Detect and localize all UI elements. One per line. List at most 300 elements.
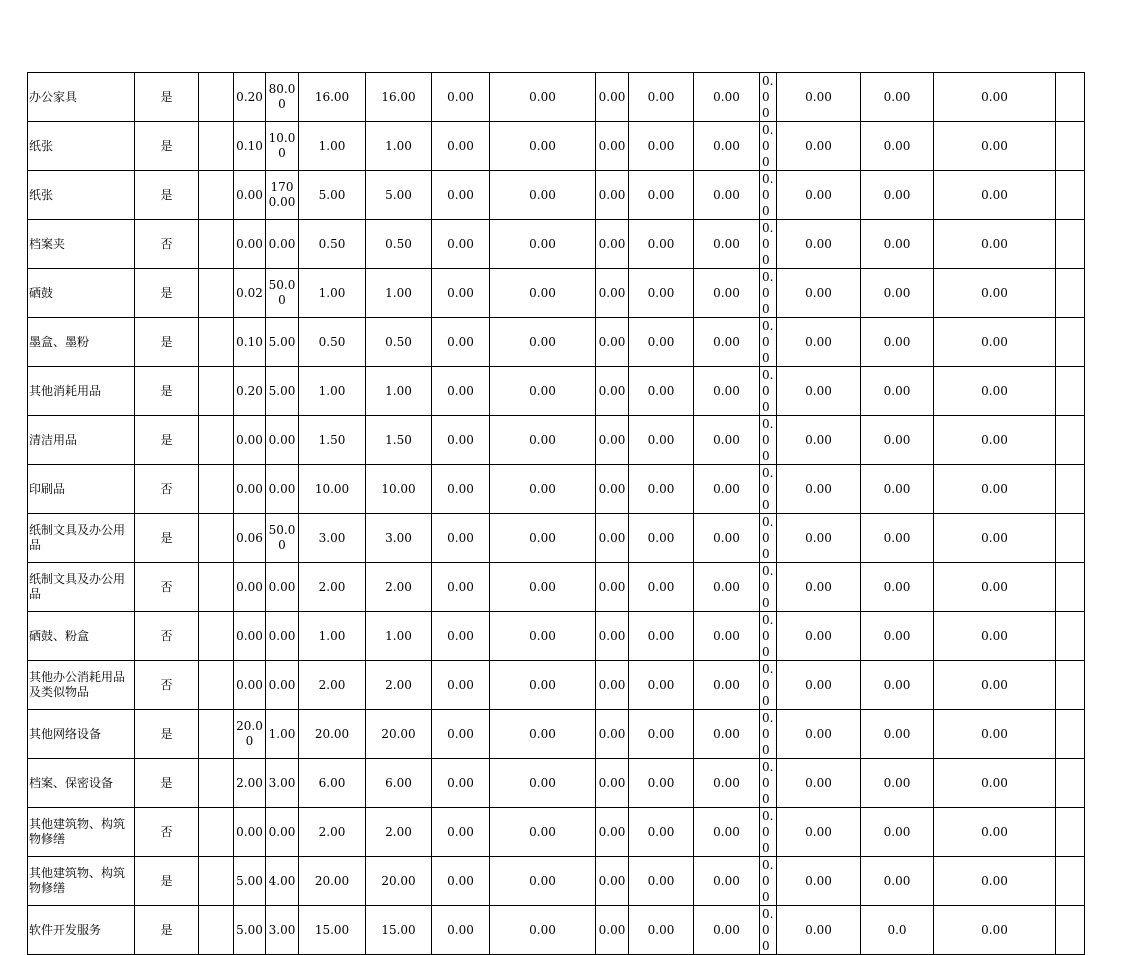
col10-cell: 0.00 (596, 661, 629, 710)
col15-cell: 0.00 (861, 220, 934, 269)
col8-cell: 0.00 (432, 808, 490, 857)
flag-cell: 否 (135, 808, 199, 857)
item-name-cell: 其他消耗用品 (28, 367, 135, 416)
table-row (28, 808, 1085, 857)
col14-cell: 0.00 (777, 563, 861, 612)
blank-cell (199, 857, 234, 906)
blank-end-cell (1056, 661, 1085, 710)
col12-cell: 0.00 (694, 416, 760, 465)
col6-cell: 15.00 (299, 906, 366, 955)
col8-cell: 0.00 (432, 759, 490, 808)
col14-cell: 0.00 (777, 465, 861, 514)
col16-cell: 0.00 (934, 563, 1056, 612)
blank-cell (199, 808, 234, 857)
col4-cell: 0.10 (234, 318, 266, 367)
col4-cell: 0.00 (234, 661, 266, 710)
col5-cell: 50.00 (266, 514, 299, 563)
col7-cell: 2.00 (366, 563, 432, 612)
col9-cell: 0.00 (490, 73, 596, 122)
col4-cell: 0.20 (234, 73, 266, 122)
col10-cell: 0.00 (596, 710, 629, 759)
col10-cell: 0.00 (596, 122, 629, 171)
col4-cell: 0.00 (234, 220, 266, 269)
col11-cell: 0.00 (629, 465, 694, 514)
col15-cell: 0.00 (861, 514, 934, 563)
col5-cell: 0.00 (266, 612, 299, 661)
col16-cell: 0.00 (934, 73, 1056, 122)
col12-cell: 0.00 (694, 171, 760, 220)
col10-cell: 0.00 (596, 563, 629, 612)
flag-cell: 是 (135, 318, 199, 367)
col4-cell: 0.00 (234, 612, 266, 661)
table-row (28, 857, 1085, 906)
col16-cell: 0.00 (934, 906, 1056, 955)
col9-cell: 0.00 (490, 318, 596, 367)
col6-cell: 6.00 (299, 759, 366, 808)
col12-cell: 0.00 (694, 122, 760, 171)
blank-end-cell (1056, 416, 1085, 465)
col14-cell: 0.00 (777, 171, 861, 220)
item-name-cell: 其他办公消耗用品及类似物品 (28, 661, 135, 710)
col5-cell: 50.00 (266, 269, 299, 318)
col6-cell: 16.00 (299, 73, 366, 122)
col15-cell: 0.00 (861, 367, 934, 416)
col15-cell: 0.00 (861, 759, 934, 808)
blank-cell (199, 710, 234, 759)
col14-cell: 0.00 (777, 73, 861, 122)
col8-cell: 0.00 (432, 661, 490, 710)
col13-cell: 0.00 (760, 318, 777, 367)
blank-end-cell (1056, 269, 1085, 318)
col14-cell: 0.00 (777, 416, 861, 465)
col7-cell: 1.00 (366, 612, 432, 661)
col6-cell: 1.00 (299, 612, 366, 661)
col6-cell: 1.00 (299, 269, 366, 318)
col9-cell: 0.00 (490, 857, 596, 906)
col8-cell: 0.00 (432, 465, 490, 514)
col5-cell: 0.00 (266, 416, 299, 465)
table-row (28, 514, 1085, 563)
blank-end-cell (1056, 73, 1085, 122)
col5-cell: 0.00 (266, 465, 299, 514)
item-name-cell: 墨盒、墨粉 (28, 318, 135, 367)
col7-cell: 10.00 (366, 465, 432, 514)
col9-cell: 0.00 (490, 367, 596, 416)
col16-cell: 0.00 (934, 269, 1056, 318)
blank-end-cell (1056, 857, 1085, 906)
col6-cell: 10.00 (299, 465, 366, 514)
col14-cell: 0.00 (777, 612, 861, 661)
col8-cell: 0.00 (432, 416, 490, 465)
item-name-cell: 档案、保密设备 (28, 759, 135, 808)
col7-cell: 1.00 (366, 122, 432, 171)
table-row (28, 563, 1085, 612)
item-name-cell: 其他网络设备 (28, 710, 135, 759)
col13-cell: 0.00 (760, 171, 777, 220)
col13-cell: 0.00 (760, 759, 777, 808)
item-name-cell: 其他建筑物、构筑物修缮 (28, 808, 135, 857)
col5-cell: 1.00 (266, 710, 299, 759)
col15-cell: 0.00 (861, 710, 934, 759)
col10-cell: 0.00 (596, 808, 629, 857)
flag-cell: 是 (135, 759, 199, 808)
col14-cell: 0.00 (777, 318, 861, 367)
col16-cell: 0.00 (934, 661, 1056, 710)
item-name-cell: 纸张 (28, 122, 135, 171)
col5-cell: 1700.00 (266, 171, 299, 220)
item-name-cell: 纸张 (28, 171, 135, 220)
col8-cell: 0.00 (432, 122, 490, 171)
col5-cell: 0.00 (266, 220, 299, 269)
blank-cell (199, 269, 234, 318)
col4-cell: 0.00 (234, 171, 266, 220)
blank-cell (199, 367, 234, 416)
col9-cell: 0.00 (490, 465, 596, 514)
budget-table (27, 72, 1085, 955)
col7-cell: 0.50 (366, 220, 432, 269)
col6-cell: 1.00 (299, 122, 366, 171)
col12-cell: 0.00 (694, 661, 760, 710)
col9-cell: 0.00 (490, 269, 596, 318)
col9-cell: 0.00 (490, 661, 596, 710)
col7-cell: 2.00 (366, 808, 432, 857)
col10-cell: 0.00 (596, 416, 629, 465)
blank-cell (199, 612, 234, 661)
col13-cell: 0.00 (760, 416, 777, 465)
col13-cell: 0.00 (760, 73, 777, 122)
col15-cell: 0.00 (861, 269, 934, 318)
col4-cell: 0.02 (234, 269, 266, 318)
col8-cell: 0.00 (432, 906, 490, 955)
table-row (28, 73, 1085, 122)
col12-cell: 0.00 (694, 808, 760, 857)
table-body (28, 73, 1085, 955)
flag-cell: 是 (135, 269, 199, 318)
col9-cell: 0.00 (490, 808, 596, 857)
col6-cell: 1.50 (299, 416, 366, 465)
col8-cell: 0.00 (432, 857, 490, 906)
col6-cell: 20.00 (299, 710, 366, 759)
col13-cell: 0.00 (760, 269, 777, 318)
col16-cell: 0.00 (934, 367, 1056, 416)
flag-cell: 否 (135, 563, 199, 612)
col11-cell: 0.00 (629, 220, 694, 269)
col16-cell: 0.00 (934, 465, 1056, 514)
col10-cell: 0.00 (596, 514, 629, 563)
table-row (28, 318, 1085, 367)
col9-cell: 0.00 (490, 514, 596, 563)
col5-cell: 4.00 (266, 857, 299, 906)
col16-cell: 0.00 (934, 220, 1056, 269)
col7-cell: 15.00 (366, 906, 432, 955)
col11-cell: 0.00 (629, 906, 694, 955)
col16-cell: 0.00 (934, 710, 1056, 759)
blank-cell (199, 563, 234, 612)
blank-end-cell (1056, 906, 1085, 955)
blank-end-cell (1056, 318, 1085, 367)
col12-cell: 0.00 (694, 318, 760, 367)
blank-cell (199, 171, 234, 220)
col13-cell: 0.00 (760, 465, 777, 514)
col11-cell: 0.00 (629, 710, 694, 759)
col7-cell: 6.00 (366, 759, 432, 808)
col5-cell: 0.00 (266, 808, 299, 857)
col15-cell: 0.00 (861, 857, 934, 906)
col11-cell: 0.00 (629, 318, 694, 367)
col12-cell: 0.00 (694, 759, 760, 808)
col13-cell: 0.00 (760, 906, 777, 955)
col13-cell: 0.00 (760, 122, 777, 171)
col12-cell: 0.00 (694, 612, 760, 661)
item-name-cell: 档案夹 (28, 220, 135, 269)
col11-cell: 0.00 (629, 514, 694, 563)
col8-cell: 0.00 (432, 269, 490, 318)
col14-cell: 0.00 (777, 269, 861, 318)
col6-cell: 1.00 (299, 367, 366, 416)
col6-cell: 0.50 (299, 318, 366, 367)
col10-cell: 0.00 (596, 220, 629, 269)
blank-cell (199, 416, 234, 465)
item-name-cell: 印刷品 (28, 465, 135, 514)
col14-cell: 0.00 (777, 759, 861, 808)
col11-cell: 0.00 (629, 612, 694, 661)
flag-cell: 是 (135, 710, 199, 759)
col9-cell: 0.00 (490, 906, 596, 955)
table-row (28, 661, 1085, 710)
col8-cell: 0.00 (432, 367, 490, 416)
col13-cell: 0.00 (760, 612, 777, 661)
col15-cell: 0.00 (861, 122, 934, 171)
col15-cell: 0.00 (861, 808, 934, 857)
flag-cell: 是 (135, 367, 199, 416)
col9-cell: 0.00 (490, 563, 596, 612)
col13-cell: 0.00 (760, 857, 777, 906)
col16-cell: 0.00 (934, 808, 1056, 857)
flag-cell: 是 (135, 171, 199, 220)
col9-cell: 0.00 (490, 122, 596, 171)
col15-cell: 0.0 (861, 906, 934, 955)
col13-cell: 0.00 (760, 367, 777, 416)
blank-cell (199, 906, 234, 955)
col5-cell: 5.00 (266, 318, 299, 367)
col11-cell: 0.00 (629, 857, 694, 906)
flag-cell: 是 (135, 73, 199, 122)
table-row (28, 759, 1085, 808)
col7-cell: 1.00 (366, 367, 432, 416)
table-row (28, 710, 1085, 759)
col7-cell: 0.50 (366, 318, 432, 367)
col6-cell: 2.00 (299, 661, 366, 710)
col10-cell: 0.00 (596, 367, 629, 416)
blank-end-cell (1056, 220, 1085, 269)
col8-cell: 0.00 (432, 73, 490, 122)
col9-cell: 0.00 (490, 710, 596, 759)
col8-cell: 0.00 (432, 171, 490, 220)
col8-cell: 0.00 (432, 318, 490, 367)
blank-cell (199, 73, 234, 122)
blank-cell (199, 122, 234, 171)
col7-cell: 2.00 (366, 661, 432, 710)
col10-cell: 0.00 (596, 318, 629, 367)
col11-cell: 0.00 (629, 122, 694, 171)
col14-cell: 0.00 (777, 661, 861, 710)
col16-cell: 0.00 (934, 171, 1056, 220)
col5-cell: 10.00 (266, 122, 299, 171)
col6-cell: 20.00 (299, 857, 366, 906)
col9-cell: 0.00 (490, 220, 596, 269)
col14-cell: 0.00 (777, 367, 861, 416)
flag-cell: 否 (135, 465, 199, 514)
blank-end-cell (1056, 563, 1085, 612)
col15-cell: 0.00 (861, 465, 934, 514)
col14-cell: 0.00 (777, 122, 861, 171)
blank-end-cell (1056, 465, 1085, 514)
col8-cell: 0.00 (432, 710, 490, 759)
col5-cell: 0.00 (266, 661, 299, 710)
flag-cell: 是 (135, 857, 199, 906)
item-name-cell: 清洁用品 (28, 416, 135, 465)
col13-cell: 0.00 (760, 563, 777, 612)
col10-cell: 0.00 (596, 171, 629, 220)
item-name-cell: 软件开发服务 (28, 906, 135, 955)
col13-cell: 0.00 (760, 661, 777, 710)
table-row (28, 612, 1085, 661)
item-name-cell: 纸制文具及办公用品 (28, 563, 135, 612)
col6-cell: 2.00 (299, 808, 366, 857)
col12-cell: 0.00 (694, 73, 760, 122)
table-row (28, 367, 1085, 416)
blank-cell (199, 514, 234, 563)
col5-cell: 3.00 (266, 759, 299, 808)
col16-cell: 0.00 (934, 857, 1056, 906)
col4-cell: 0.00 (234, 416, 266, 465)
col9-cell: 0.00 (490, 416, 596, 465)
col5-cell: 5.00 (266, 367, 299, 416)
blank-end-cell (1056, 122, 1085, 171)
col4-cell: 0.06 (234, 514, 266, 563)
table-row (28, 465, 1085, 514)
item-name-cell: 纸制文具及办公用品 (28, 514, 135, 563)
col15-cell: 0.00 (861, 612, 934, 661)
col7-cell: 20.00 (366, 710, 432, 759)
col6-cell: 3.00 (299, 514, 366, 563)
col14-cell: 0.00 (777, 220, 861, 269)
col11-cell: 0.00 (629, 661, 694, 710)
col6-cell: 0.50 (299, 220, 366, 269)
col11-cell: 0.00 (629, 269, 694, 318)
col11-cell: 0.00 (629, 416, 694, 465)
table-row (28, 906, 1085, 955)
col14-cell: 0.00 (777, 857, 861, 906)
blank-end-cell (1056, 710, 1085, 759)
col15-cell: 0.00 (861, 563, 934, 612)
col7-cell: 16.00 (366, 73, 432, 122)
col4-cell: 5.00 (234, 906, 266, 955)
col11-cell: 0.00 (629, 808, 694, 857)
item-name-cell: 硒鼓 (28, 269, 135, 318)
col7-cell: 5.00 (366, 171, 432, 220)
col10-cell: 0.00 (596, 73, 629, 122)
col5-cell: 0.00 (266, 563, 299, 612)
col13-cell: 0.00 (760, 710, 777, 759)
blank-cell (199, 465, 234, 514)
flag-cell: 否 (135, 220, 199, 269)
col14-cell: 0.00 (777, 514, 861, 563)
col8-cell: 0.00 (432, 612, 490, 661)
blank-end-cell (1056, 759, 1085, 808)
col8-cell: 0.00 (432, 514, 490, 563)
col11-cell: 0.00 (629, 759, 694, 808)
col4-cell: 0.10 (234, 122, 266, 171)
col15-cell: 0.00 (861, 171, 934, 220)
col4-cell: 0.00 (234, 563, 266, 612)
col7-cell: 1.00 (366, 269, 432, 318)
table-row (28, 269, 1085, 318)
col9-cell: 0.00 (490, 171, 596, 220)
col10-cell: 0.00 (596, 857, 629, 906)
table-row (28, 220, 1085, 269)
col12-cell: 0.00 (694, 563, 760, 612)
col13-cell: 0.00 (760, 808, 777, 857)
col7-cell: 20.00 (366, 857, 432, 906)
col4-cell: 0.20 (234, 367, 266, 416)
col12-cell: 0.00 (694, 269, 760, 318)
col4-cell: 5.00 (234, 857, 266, 906)
col4-cell: 20.00 (234, 710, 266, 759)
col5-cell: 3.00 (266, 906, 299, 955)
blank-end-cell (1056, 171, 1085, 220)
flag-cell: 是 (135, 906, 199, 955)
flag-cell: 否 (135, 661, 199, 710)
col8-cell: 0.00 (432, 563, 490, 612)
col16-cell: 0.00 (934, 612, 1056, 661)
col16-cell: 0.00 (934, 416, 1056, 465)
col11-cell: 0.00 (629, 563, 694, 612)
col13-cell: 0.00 (760, 514, 777, 563)
col10-cell: 0.00 (596, 906, 629, 955)
flag-cell: 是 (135, 416, 199, 465)
item-name-cell: 其他建筑物、构筑物修缮 (28, 857, 135, 906)
col14-cell: 0.00 (777, 808, 861, 857)
table-row (28, 122, 1085, 171)
col14-cell: 0.00 (777, 906, 861, 955)
flag-cell: 是 (135, 122, 199, 171)
col6-cell: 2.00 (299, 563, 366, 612)
col12-cell: 0.00 (694, 906, 760, 955)
col12-cell: 0.00 (694, 857, 760, 906)
col12-cell: 0.00 (694, 710, 760, 759)
item-name-cell: 办公家具 (28, 73, 135, 122)
col12-cell: 0.00 (694, 367, 760, 416)
table-row (28, 171, 1085, 220)
blank-end-cell (1056, 514, 1085, 563)
col16-cell: 0.00 (934, 122, 1056, 171)
col4-cell: 0.00 (234, 465, 266, 514)
col10-cell: 0.00 (596, 612, 629, 661)
blank-cell (199, 661, 234, 710)
col7-cell: 3.00 (366, 514, 432, 563)
col11-cell: 0.00 (629, 171, 694, 220)
col15-cell: 0.00 (861, 661, 934, 710)
col14-cell: 0.00 (777, 710, 861, 759)
col15-cell: 0.00 (861, 73, 934, 122)
col15-cell: 0.00 (861, 416, 934, 465)
blank-cell (199, 759, 234, 808)
blank-cell (199, 220, 234, 269)
col16-cell: 0.00 (934, 514, 1056, 563)
col12-cell: 0.00 (694, 514, 760, 563)
flag-cell: 是 (135, 514, 199, 563)
